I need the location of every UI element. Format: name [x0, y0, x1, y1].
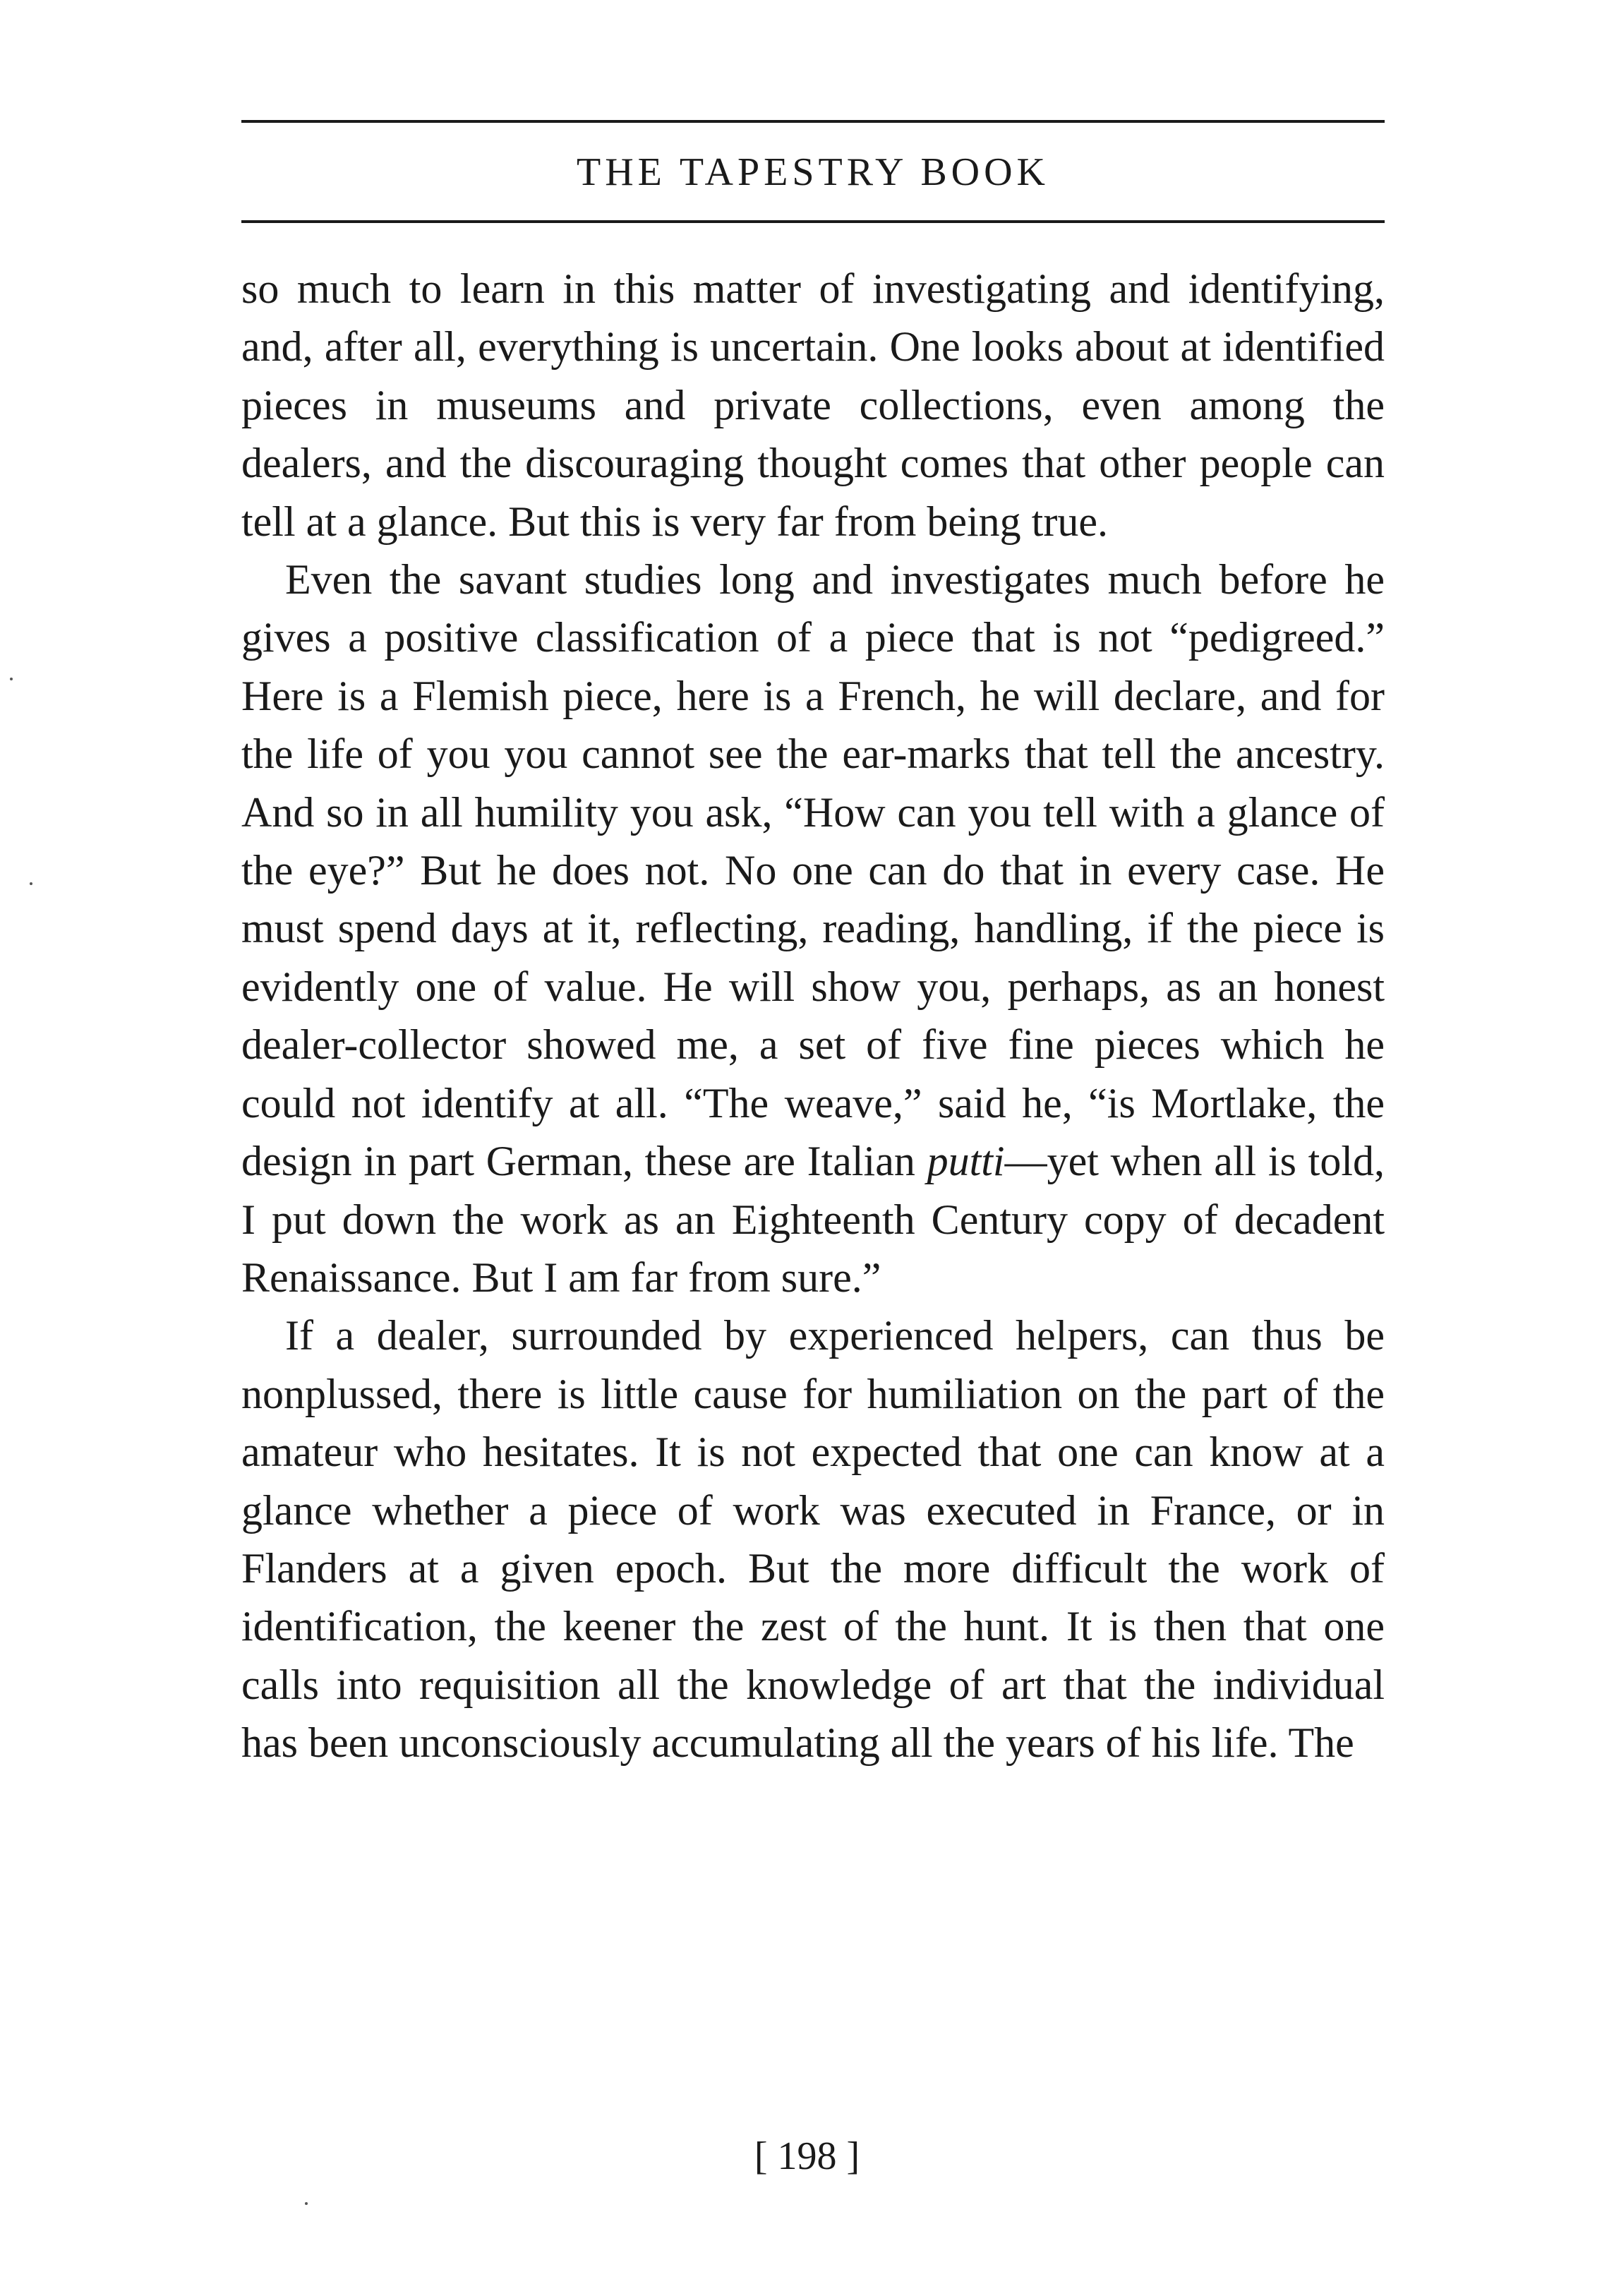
- paragraph-2-end: —yet when all is told, I put down the work as an Eighteenth Century copy of decadent Renaissance. But I am far from sure.”: [241, 1138, 1385, 1301]
- body-text: [241, 260, 1385, 1772]
- paragraph-2-text: Even the savant studies long and investigates much before he gives a positive classification of a piece that is not “pedigreed.” Here is a Flemish piece, here is a French, he will declare, and for the life of you you cannot see the ear-marks that tell the ancestry. And so in all humility you ask, “How can you tell with a glance of the eye?” But he does not. No one can do that in every case. He must spend days at it, reflecting, reading, handling, if the piece is evidently one of value. He will show you, perhaps, as an honest dealer-collector showed me, a set of five fine pieces which he could not identify at all. “The weave,” said he, “is Mortlake, the design in part German, these are Italian: [241, 556, 1385, 1185]
- paragraph-1: so much to learn in this matter of investigating and identifying, and, after all, everything is uncertain. One looks about at identified pieces in museums and private collections, even among the dealers, and the discouraging thought comes that other people can tell at a glance. But this is very far from being true.: [241, 265, 1385, 545]
- italic-term: putti: [927, 1138, 1005, 1185]
- running-head: THE TAPESTRY BOOK: [576, 150, 1049, 194]
- paragraph-2: [241, 551, 1385, 1306]
- header-rule: [241, 220, 1385, 223]
- scan-speck: [305, 2202, 308, 2205]
- scan-speck: [10, 678, 13, 680]
- page-number: [ 198 ]: [754, 2134, 860, 2178]
- page: [241, 120, 1385, 1772]
- scan-speck: [30, 882, 32, 885]
- paragraph-3: If a dealer, surrounded by experienced helpers, can thus be nonplussed, there is little cause for humiliation on the part of the amateur who hesitates. It is not expected that one can know at a glance whether a piece of work was executed in France, or in Flanders at a given epoch. But the more difficult the work of identification, the keener the zest of the hunt. It is then that one calls into requisition all the knowledge of art that the individual has been unconsciously accumulating all the years of his life. The: [241, 1312, 1385, 1767]
